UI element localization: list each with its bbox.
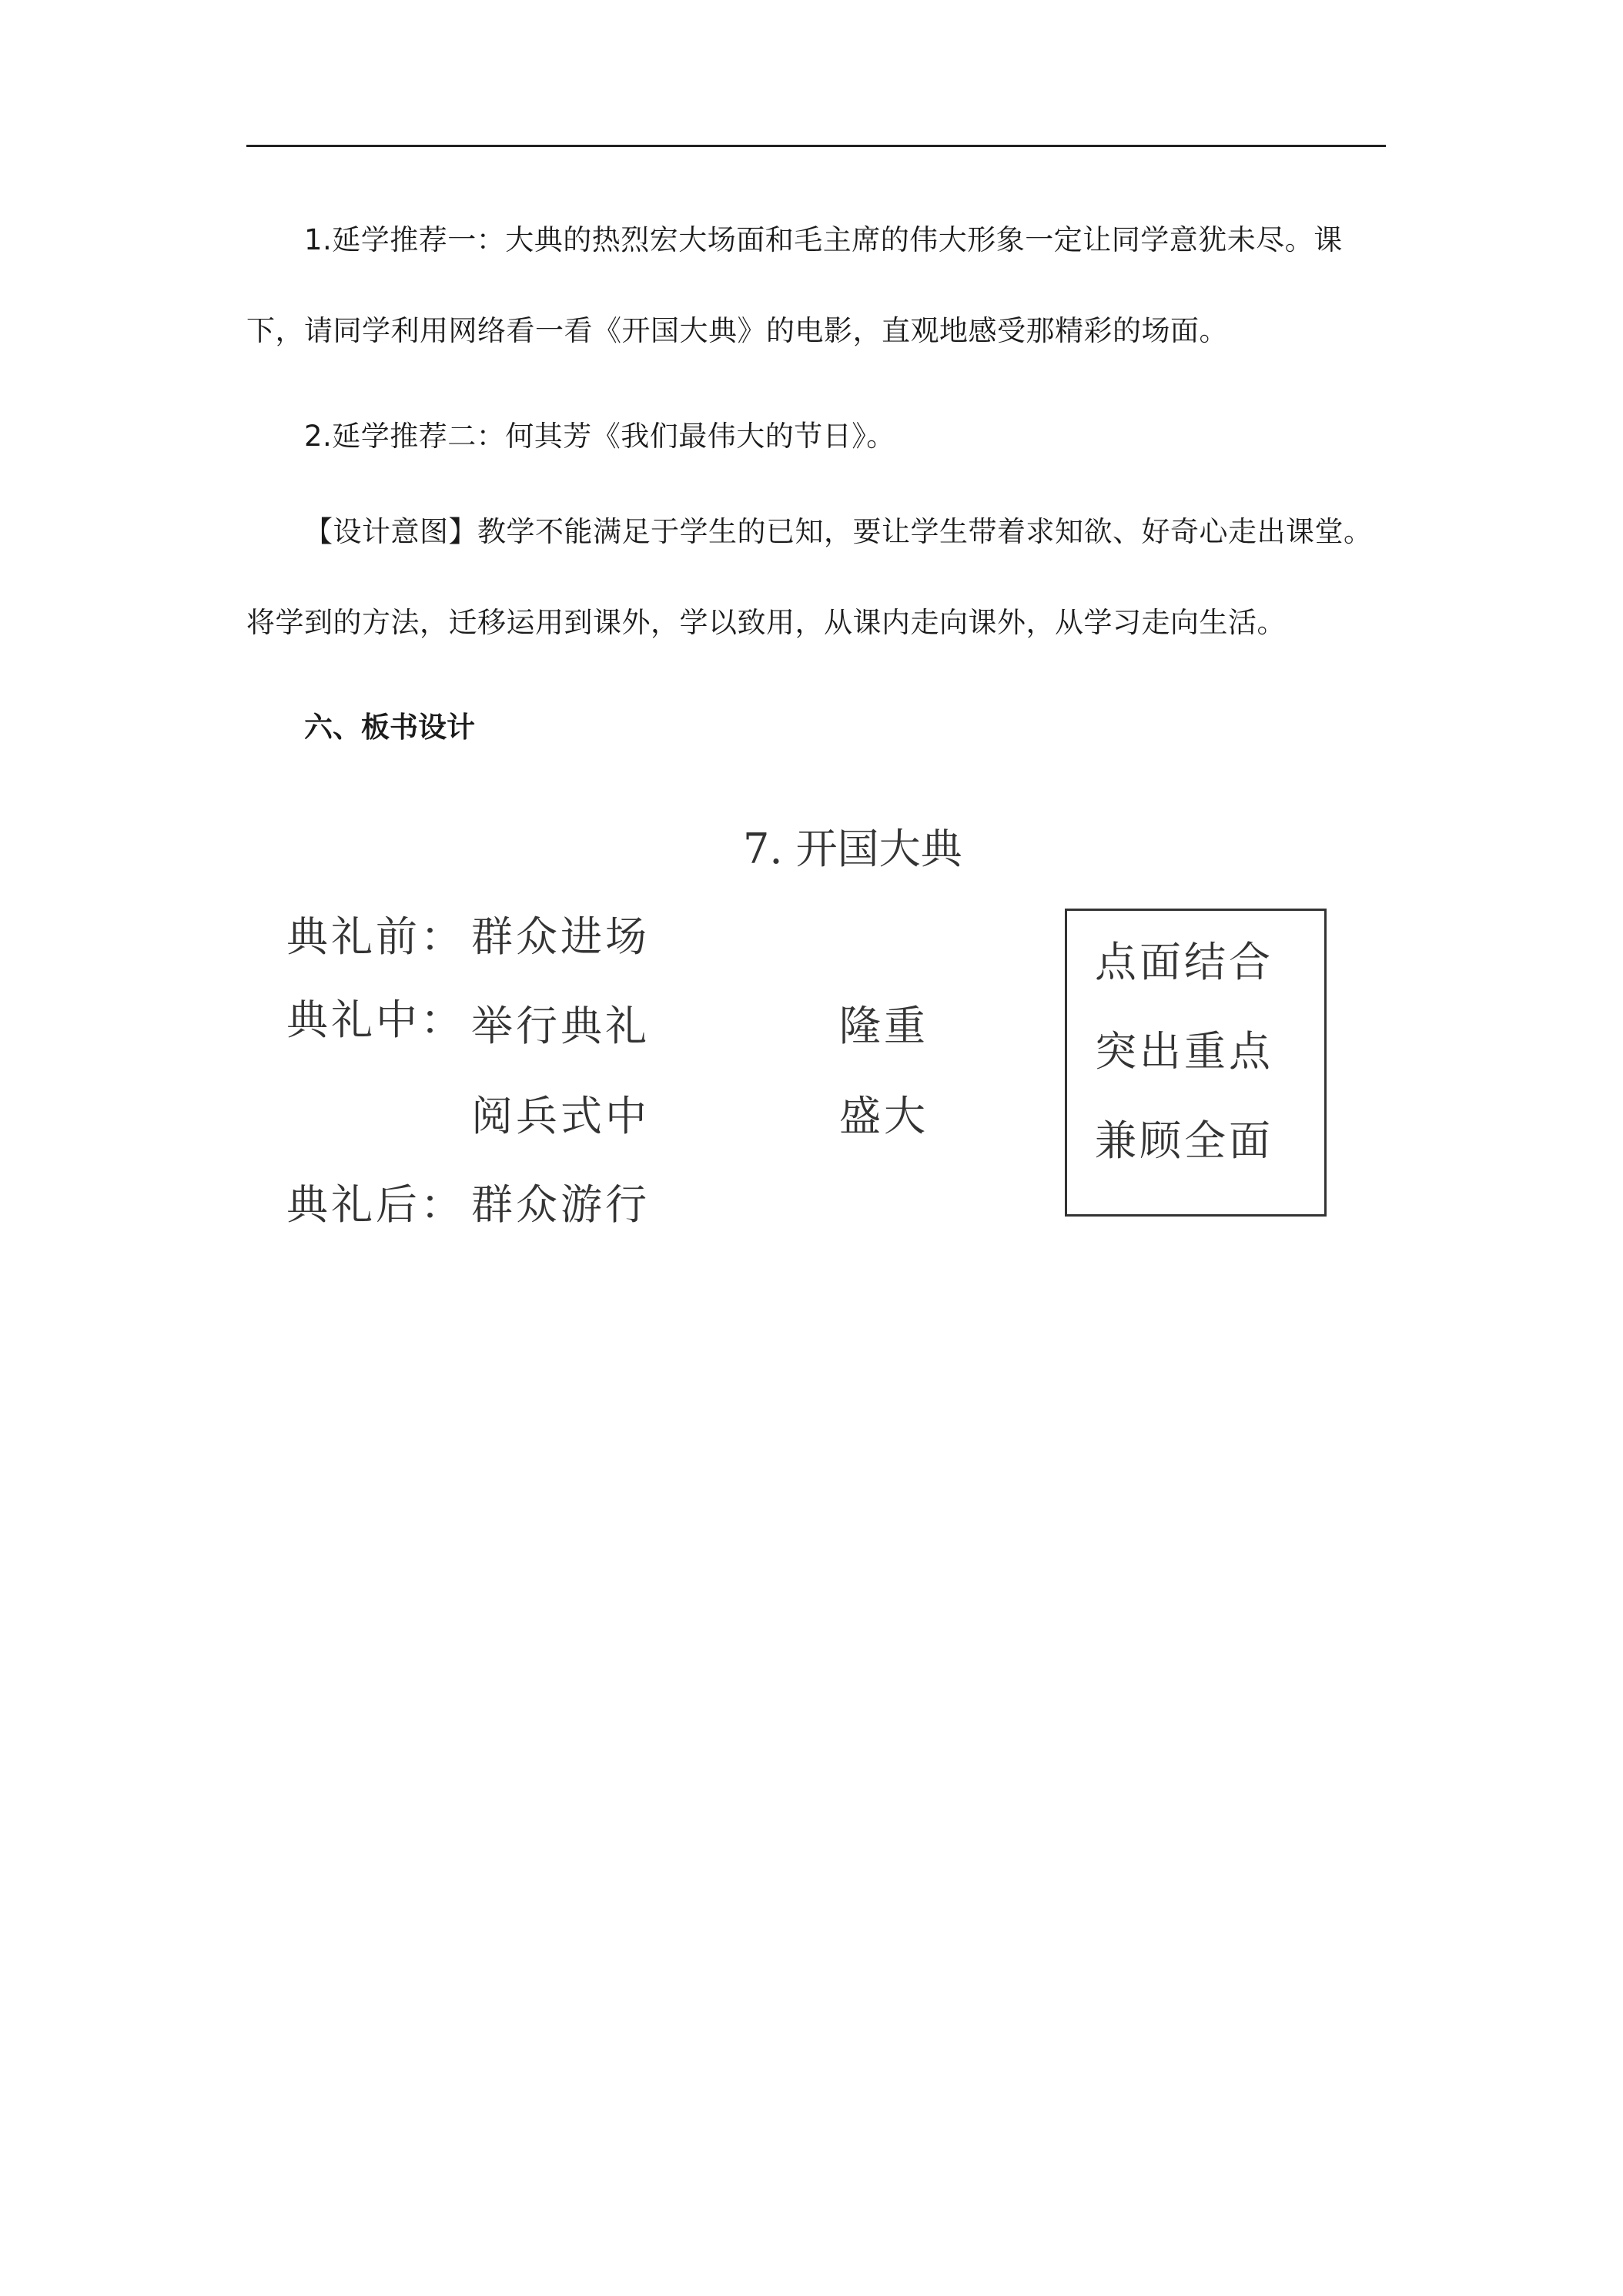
board-event-during-parade: 阅兵式中	[471, 1092, 650, 1140]
box-line-3: 兼顾全面	[1095, 1116, 1273, 1165]
board-feature-grand: 盛大	[839, 1092, 929, 1140]
box-line-2: 突出重点	[1095, 1027, 1273, 1076]
board-summary-box	[1065, 909, 1327, 1217]
board-stage-after: 典礼后：	[286, 1180, 465, 1229]
paragraph-recommendation-1: 1.延学推荐一：大典的热烈宏大场面和毛主席的伟大形象一定让同学意犹未尽。课下，请同学利用网络看一看《开国大典》的电影，直观地感受那精彩的场面。	[246, 223, 1343, 347]
board-event-before: 群众进场	[471, 912, 650, 961]
section-heading-board-design: 六、板书设计	[304, 711, 475, 744]
board-feature-solemn: 隆重	[839, 1002, 929, 1050]
paragraph-recommendation-2: 2.延学推荐二：何其芳《我们最伟大的节日》。	[304, 420, 895, 453]
box-line-1: 点面结合	[1095, 938, 1273, 986]
board-event-after: 群众游行	[471, 1180, 650, 1229]
board-stage-before: 典礼前：	[286, 912, 465, 961]
board-title: 7. 开国大典	[743, 825, 962, 873]
board-stage-during: 典礼中：	[286, 996, 465, 1044]
board-event-during-ceremony: 举行典礼	[471, 1002, 650, 1050]
paragraph-design-intent: 【设计意图】教学不能满足于学生的已知，要让学生带着求知欲、好奇心走出课堂。将学到的方法，迁移运用到课外，学以致用，从课内走向课外，从学习走向生活。	[246, 515, 1373, 639]
